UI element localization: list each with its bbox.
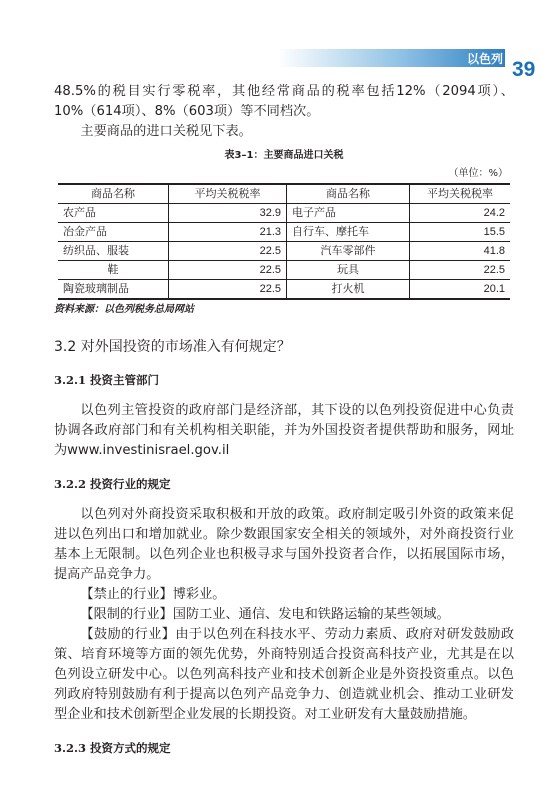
intro-paragraph: 48.5%的税目实行零税率，其他经常商品的税率包括12%（2094项）、10%（614项）、8%（603项）等不同档次。 — [54, 84, 514, 119]
table-row — [58, 223, 510, 242]
table-cell: 24.2 — [410, 204, 511, 223]
table-cell: 鞋 — [58, 261, 169, 280]
page-content — [54, 82, 514, 769]
subsection-heading: 3.2.2 投资行业的规定 — [54, 477, 171, 491]
label-restricted: 【限制的行业】 — [80, 607, 173, 622]
column-header: 平均关税税率 — [410, 184, 511, 204]
tariff-table — [58, 183, 510, 300]
section-paragraph: 以色列主管投资的政府部门是经济部，其下设的以色列投资促进中心负责协调各政府部门和有关机构相关职能，并为外国投资者提供帮助和服务，网址为www.investinisrael.gov.il — [54, 403, 514, 458]
table-cell: 纺织品、服装 — [58, 242, 169, 261]
chapter-title: 以色列 — [466, 52, 503, 66]
table-cell: 冶金产品 — [58, 223, 169, 242]
table-cell: 32.9 — [169, 204, 287, 223]
table-row — [58, 280, 510, 300]
table-row — [58, 261, 510, 280]
page-number: 39 — [512, 58, 536, 81]
table-cell: 15.5 — [410, 223, 511, 242]
table-header-row — [58, 184, 510, 204]
table-cell: 22.5 — [169, 261, 287, 280]
table-row — [58, 242, 510, 261]
section-paragraph — [54, 585, 514, 605]
section-paragraph — [54, 605, 514, 625]
table-cell: 电子产品 — [287, 204, 410, 223]
table-cell: 22.5 — [169, 242, 287, 261]
table-unit: （单位：%） — [448, 168, 508, 179]
label-prohibited: 【禁止的行业】 — [80, 587, 173, 602]
restricted-text: 国防工业、通信、发电和铁路运输的某些领域。 — [172, 607, 450, 622]
table-cell: 22.5 — [169, 280, 287, 300]
column-header: 商品名称 — [287, 184, 410, 204]
table-cell: 农产品 — [58, 204, 169, 223]
section-paragraph: 以色列对外商投资采取积极和开放的政策。政府制定吸引外资的政策来促进以色列出口和增加就业。除少数跟国家安全相关的领域外，对外商投资行业基本上无限制。以色列企业也积极寻求与国外投资者合作，以拓展国际市场，提高产品竞争力。 — [54, 507, 514, 582]
subsection-heading: 3.2.1 投资主管部门 — [54, 373, 160, 387]
table-title: 表3–1：主要商品进口关税 — [224, 150, 344, 161]
table-cell: 打火机 — [287, 280, 410, 300]
intro-paragraph-2: 主要商品的进口关税见下表。 — [80, 124, 252, 139]
section-paragraph — [54, 625, 514, 725]
column-header: 商品名称 — [58, 184, 169, 204]
table-source: 资料来源：以色列税务总局网站 — [54, 304, 194, 315]
section-heading: 3.2 对外国投资的市场准入有何规定？ — [54, 339, 291, 355]
table-row — [58, 204, 510, 223]
column-header: 平均关税税率 — [169, 184, 287, 204]
table-cell: 41.8 — [410, 242, 511, 261]
table-cell: 21.3 — [169, 223, 287, 242]
table-cell: 20.1 — [410, 280, 511, 300]
subsection-heading: 3.2.3 投资方式的规定 — [54, 741, 171, 755]
prohibited-text: 博彩业。 — [172, 587, 226, 602]
table-cell: 自行车、摩托车 — [287, 223, 410, 242]
header-bar — [0, 49, 505, 67]
table-cell: 陶瓷玻璃制品 — [58, 280, 169, 300]
table-cell: 22.5 — [410, 261, 511, 280]
table-cell: 汽车零部件 — [287, 242, 410, 261]
encouraged-text: 由于以色列在科技水平、劳动力素质、政府对研发鼓励政策、培育环境等方面的领先优势，外商特别适合投资高科技产业，尤其是在以色列设立研发中心。以色列高科技产业和技术创新企业是外资投资重点。以色列政府特别鼓励有利于提高以色列产品竞争力、创造就业机会、推动工业研发型企业和技术创新型企业发展的长期投资。对工业研发有大量鼓励措施。 — [54, 627, 515, 722]
table-cell: 玩具 — [287, 261, 410, 280]
label-encouraged: 【鼓励的行业】 — [80, 627, 176, 642]
